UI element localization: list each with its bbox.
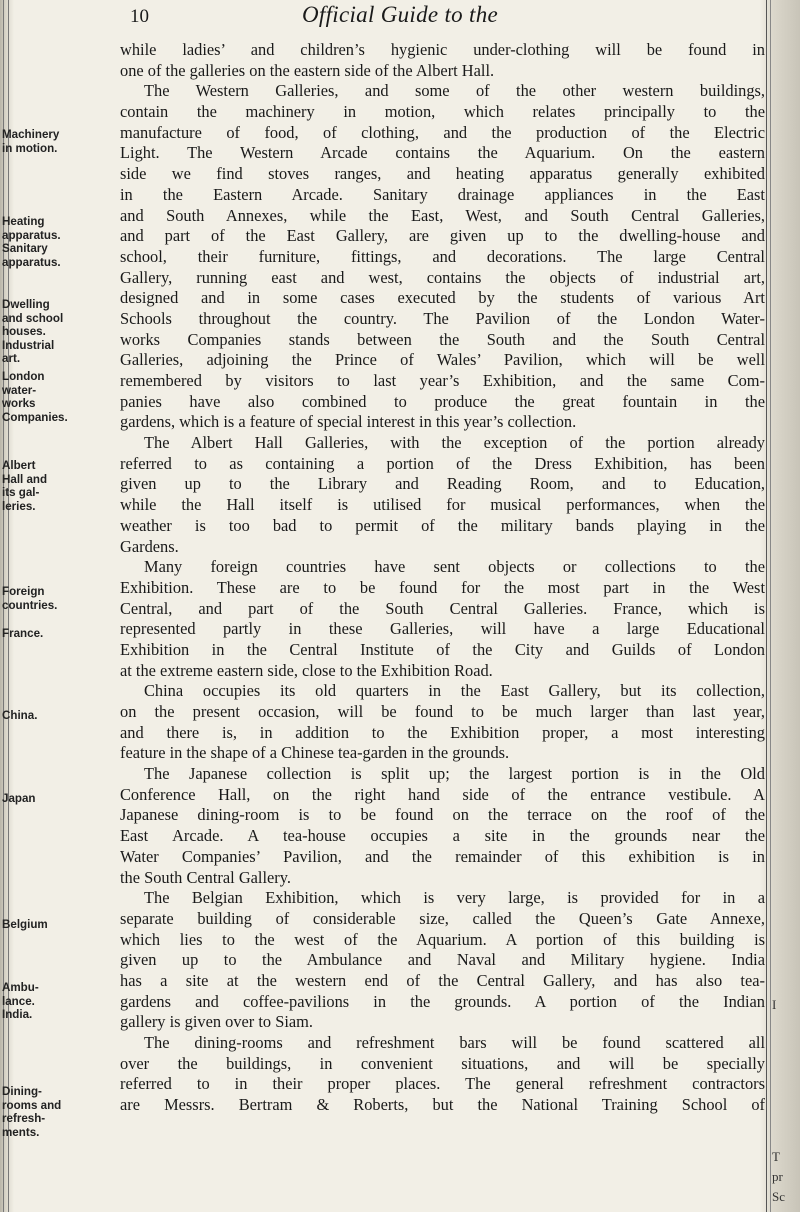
- text-line: The Western Galleries, and some of the other western buildings,: [144, 81, 765, 101]
- text-line: East Arcade. A tea-house occupies a site in the grounds near the: [120, 826, 765, 846]
- text-line: are Messrs. Bertram & Roberts, but the National Training School of: [120, 1095, 765, 1115]
- paragraph: [120, 1033, 765, 1116]
- paragraph: [120, 433, 765, 557]
- margin-note-line: in motion.: [2, 141, 58, 155]
- margin-note-london-waterworks: [2, 370, 120, 424]
- text-line: Gallery, running east and west, contains the objects of industrial art,: [120, 267, 765, 287]
- text-line: while the Hall itself is utilised for musical performances, when the: [120, 495, 765, 515]
- running-title: Official Guide to the: [301, 2, 499, 27]
- text-line: Japanese dining-room is to be found on the terrace on the roof of the: [120, 805, 765, 825]
- margin-note-albert-hall: [2, 459, 120, 513]
- page-number: 10: [130, 6, 149, 27]
- margin-note-line: Industrial: [2, 338, 55, 352]
- text-line: remembered by visitors to last year’s Exhibition, and the same Com-: [120, 371, 765, 390]
- margin-note-line: India.: [2, 1008, 33, 1021]
- text-line: while ladies’ and children’s hygienic under-clothing will be found in: [120, 40, 765, 59]
- text-line: given up to the Ambulance and Naval and Military hygiene. India: [120, 950, 765, 970]
- text-line: the South Central Gallery.: [120, 867, 291, 887]
- text-line: gallery is given over to Siam.: [120, 1012, 314, 1032]
- margin-note-line: rooms and: [2, 1098, 62, 1112]
- margin-note-line: France.: [2, 627, 44, 640]
- text-line: separate building of considerable size, called the Queen’s Gate Annexe,: [120, 908, 765, 928]
- text-line: The Belgian Exhibition, which is very large, is provided for in a: [144, 888, 765, 908]
- margin-note-japan: [2, 792, 120, 806]
- text-line: works Companies stands between the South and the South Central: [120, 329, 765, 349]
- text-line: has a site at the western end of the Central Gallery, and has also tea-: [120, 970, 765, 990]
- margin-note-line: countries.: [2, 598, 58, 612]
- margin-note-foreign: [2, 585, 120, 612]
- margin-note-line: Ambu-: [2, 981, 39, 994]
- facing-page-fragment: pr: [772, 1169, 783, 1184]
- paragraph: [120, 81, 765, 433]
- text-line: The Albert Hall Galleries, with the exception of the portion already: [144, 433, 765, 453]
- text-line: Conference Hall, on the right hand side of the entrance vestibule. A: [120, 784, 765, 804]
- margin-note-line: Companies.: [2, 410, 68, 424]
- text-line: Light. The Western Arcade contains the Aquarium. On the eastern: [120, 143, 765, 163]
- margin-note-dining: [2, 1085, 120, 1139]
- margin-note-line: and school: [2, 311, 64, 325]
- text-line: The dining-rooms and refreshment bars will be found scattered all: [144, 1033, 765, 1052]
- text-line: gardens, which is a feature of special interest in this year’s collection.: [120, 412, 577, 432]
- text-line: Schools throughout the country. The Pavilion of the London Water-: [120, 308, 765, 328]
- text-line: referred to in their proper places. The general refreshment contractors: [120, 1074, 765, 1094]
- margin-note-line: art.: [2, 352, 21, 365]
- text-line: contain the machinery in motion, which relates principally to the: [120, 102, 765, 122]
- page-edge-line: [770, 0, 771, 1212]
- margin-note-ambulance-india: [2, 981, 120, 1022]
- text-line: China occupies its old quarters in the East Gallery, but its collection,: [144, 681, 765, 701]
- margin-note-line: Albert: [2, 459, 36, 472]
- margin-note-dwelling: [2, 298, 120, 366]
- margin-note-heating: [2, 215, 120, 269]
- margin-note-line: lance.: [2, 994, 35, 1008]
- margin-note-line: Dining-: [2, 1085, 42, 1098]
- margin-note-line: Heating: [2, 215, 45, 228]
- text-line: and South Annexes, while the East, West, and South Central Galleries,: [120, 205, 765, 225]
- text-line: at the extreme eastern side, close to the Exhibition Road.: [120, 660, 493, 680]
- body-text: [120, 40, 765, 1116]
- text-line: school, their furniture, fittings, and decorations. The large Central: [120, 246, 765, 266]
- text-line: gardens and coffee-pavilions in the grounds. A portion of the Indian: [120, 991, 765, 1011]
- margin-note-line: apparatus.: [2, 228, 61, 242]
- margin-note-line: houses.: [2, 325, 46, 338]
- text-line: and there is, in addition to the Exhibition proper, a most interesting: [120, 722, 765, 742]
- margin-note-line: Sanitary: [2, 242, 48, 255]
- paragraph: [120, 681, 765, 764]
- text-line: given up to the Library and Reading Room, and to Education,: [120, 474, 765, 494]
- margin-note-line: its gal-: [2, 486, 40, 499]
- margin-note-line: Belgium: [2, 918, 48, 931]
- paragraph: [120, 888, 765, 1033]
- margin-note-line: Machinery: [2, 128, 60, 141]
- right-facing-page-edge: [760, 0, 800, 1212]
- text-line: in the Eastern Arcade. Sanitary drainage appliances in the East: [120, 184, 765, 204]
- text-line: and part of the East Gallery, are given up to the dwelling-house and: [120, 226, 765, 246]
- text-line: represented partly in these Galleries, will have a large Educational: [120, 619, 765, 639]
- text-line: Gardens.: [120, 536, 179, 556]
- margin-note-line: water-: [2, 383, 37, 397]
- text-line: Central, and part of the South Central Galleries. France, which is: [120, 598, 765, 618]
- text-line: one of the galleries on the eastern side of the Albert Hall.: [120, 60, 495, 80]
- margin-note-line: China.: [2, 709, 38, 722]
- margin-note-line: ments.: [2, 1125, 40, 1139]
- margin-note-belgium: [2, 918, 120, 932]
- paragraph: [120, 557, 765, 681]
- margin-note-line: Japan: [2, 792, 36, 805]
- margin-note-line: Hall and: [2, 472, 48, 486]
- text-line: Exhibition. These are to be found for the most part in the West: [120, 577, 765, 597]
- text-line: manufacture of food, of clothing, and the production of the Electric: [120, 122, 765, 142]
- text-line: Galleries, adjoining the Prince of Wales’ Pavilion, which will be well: [120, 350, 765, 370]
- text-line: Many foreign countries have sent objects or collections to the: [144, 557, 765, 577]
- margin-note-line: works: [2, 397, 36, 410]
- paragraph: [120, 40, 765, 81]
- facing-page-fragment: T: [772, 1149, 780, 1164]
- text-line: designed and in some cases executed by the students of various Art: [120, 288, 765, 308]
- margin-note-line: Dwelling: [2, 298, 50, 311]
- page-edge-line: [766, 0, 767, 1212]
- facing-page-fragment: I: [772, 997, 777, 1012]
- text-line: which lies to the west of the Aquarium. A portion of this building is: [120, 929, 765, 949]
- paragraph: [120, 764, 765, 888]
- margin-note-line: London: [2, 370, 45, 383]
- text-line: The Japanese collection is split up; the largest portion is in the Old: [144, 764, 765, 784]
- text-line: weather is too bad to permit of the military bands playing in the: [120, 515, 765, 535]
- facing-page-fragment: Sc: [772, 1189, 785, 1204]
- margin-note-machinery: [2, 128, 120, 155]
- margin-note-line: apparatus.: [2, 255, 61, 269]
- margin-note-china: [2, 709, 120, 723]
- text-line: side we find stoves ranges, and heating apparatus generally exhibited: [120, 164, 765, 184]
- text-line: Water Companies’ Pavilion, and the remainder of this exhibition is in: [120, 846, 765, 866]
- text-line: on the present occasion, will be found to be much larger than last year,: [120, 702, 765, 721]
- text-line: over the buildings, in convenient situations, and will be specially: [120, 1053, 765, 1073]
- text-line: referred to as containing a portion of the Dress Exhibition, has been: [120, 453, 765, 473]
- text-line: feature in the shape of a Chinese tea-garden in the grounds.: [120, 743, 510, 763]
- text-line: panies have also combined to produce the great fountain in the: [120, 391, 765, 411]
- margin-note-line: Foreign: [2, 585, 45, 598]
- text-line: Exhibition in the Central Institute of the City and Guilds of London: [120, 639, 765, 659]
- margin-note-france: [2, 627, 120, 641]
- margin-note-line: leries.: [2, 499, 36, 513]
- margin-note-line: refresh-: [2, 1112, 46, 1125]
